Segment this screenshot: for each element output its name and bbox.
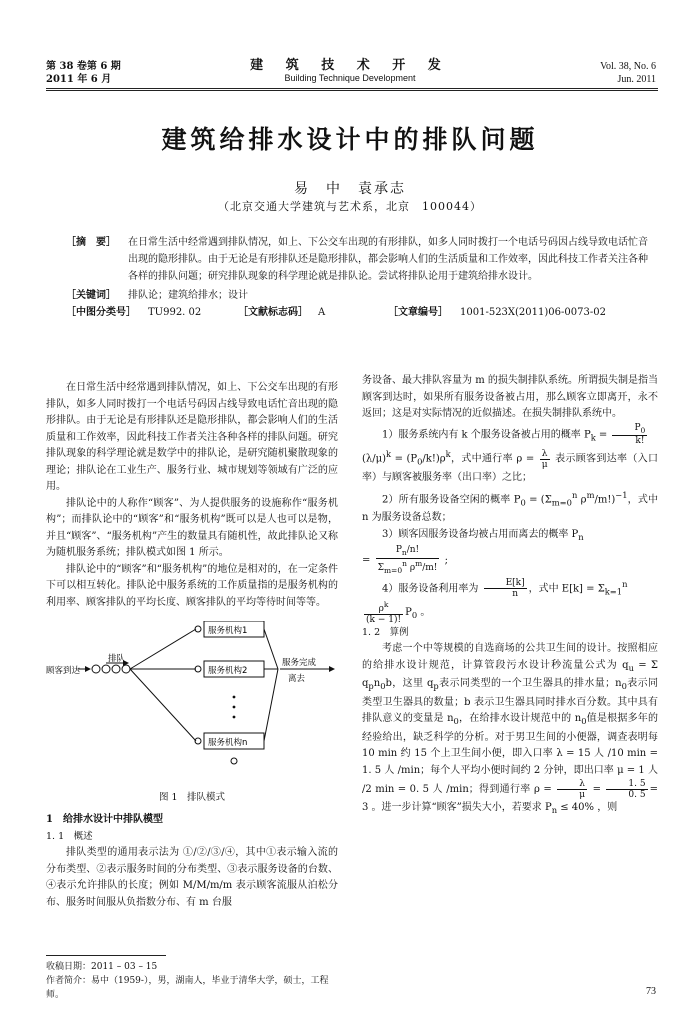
formula-1-frac: $\frac{P_0}{k!}$ [612,423,647,447]
date-zh: 2011 年 6 月 [46,74,112,85]
affiliation: （北京交通大学建筑与艺术系，北京 100044） [218,200,482,213]
formula-1c-text: 表示顾客到达率（入口率）与顾客被服务率（出口率）之比； [362,453,659,484]
server-label-2: 服务机构2 [208,666,248,676]
footnote-rule [46,955,166,956]
queue-diagram [46,621,338,781]
example-text-h: ≤ 40% ，则 [560,802,618,814]
fig-done-label: 服务完成 [282,658,317,668]
formula-2b-text: ，式中 n 为服务设备总数； [362,493,658,524]
ellipsis-dot-2 [233,706,236,709]
formula-4: 4）服务设备利用率为 $\frac{E[k]}{n}$ ，式中 $E[k] = \Sigma_{k=1}^n$ [382,578,628,600]
queue-customer-2 [102,665,110,673]
fig-queue-label: 排队 [108,654,126,664]
ellipsis-dot-1 [233,696,236,699]
formula-4-frac-2: $\frac{\rho^k}{(k - 1)!}$ [366,599,402,625]
doc-code-value: A [318,307,326,318]
queue-customer-3 [112,665,120,673]
page-number: 73 [646,986,656,997]
example-paragraph: 考虑一个中等规模的自选商场的公共卫生间的设计。按照相应的给排水设计规范，计算管段污水设计秒流量公式为 $q_u = \Sigma$ $q_pn_0b$，这里 $q_p$表示同类型的一个卫生器具的排水量；$n_0$表示同类型卫生器具的数量；b 表示卫生器具同时排水百分数。其中具有排队意义的变量是 $n_0$，在给排水设计规范中的 $n_0$值是根据多年的经验给出，缺乏科学的分析。对于男卫生间的小便器，调查表明每 10 min 约 15 个上卫生间小便，即入口率 λ = 15 人 /10 min = 1. 5 人 /min；每个人平均小便时间约 2 分钟，即出口率 μ = 1 人 /2 min = 0. 5 人 /min；得到通行率 ρ = $\frac{\lambda}{\mu}$ = $\frac{1. 5}{0. 5}$ = 3 。进一步计算“顾客”损失大小，若要求 $P_n \le 40\%$ ，则 [362,643,659,816]
footnote-block [46,955,338,1002]
queue-customer-4 [122,665,130,673]
formula-3-frac: $\frac{P_n/n!}{\Sigma_{m=0}^n \rho^m/m!}$ [377,545,438,576]
right-column [362,373,658,819]
formula-4-frac: $\frac{E[k]}{n}$ [484,578,527,599]
authors: 易 中 袁承志 [294,181,406,197]
server-label-n: 服务机构n [208,738,248,748]
example-frac-1: $\frac{\lambda}{\mu}$ [557,779,587,800]
formula-1-cont: $(\lambda/\mu)^k = (P_0/k!)\rho^k$，式中通行率 ρ = $\frac{\lambda}{\mu}$ 表示顾客到达率（入口率）与顾客被服务率（出口率）之比； [362,448,659,484]
example-frac-2: $\frac{1. 5}{0. 5}$ [606,779,647,800]
keywords-row [66,287,656,304]
abstract-label: ［摘 要］ [66,237,116,248]
fig-arrive-label: 顾客到达 [46,666,81,676]
intro-paragraph-2: 排队论中的人称作“顾客”、为人提供服务的设施称作“服务机构”；而排队论中的“顾客”和“服务机构”既可以是人也可以是物，并且“顾客”、“服务机构”产生的数量具有随机性，故此排队论又称为随机服务系统；排队模式如图 1 所示。 [46,497,338,558]
article-no-label: ［文章编号］ [388,307,448,318]
header-rule [46,88,658,89]
formula-3: 3）顾客因服务设备均被占用而离去的概率 $P_n$ [382,528,584,542]
formula-1: 1）服务系统内有 k 个服务设备被占用的概率 $P_k$ = $\frac{P_0}{k!}$ [382,422,646,447]
classification-row [66,304,656,321]
section-1-1-paragraph: 排队类型的通用表示法为 ①/②/③/④，其中①表示输入流的分布类型、②表示服务时间的分布类型、③表示服务设备的台数、④表示允许排队的长度；例如 M/M/m/m 表示顾客流服从泊松分布、服务时间服从负指数分布、有 m 台服 [46,847,338,908]
right-paragraph-1: 务设备、最大排队容量为 m 的损失制排队系统。所谓损失制是指当顾客到达时，如果所有服务设备被占用，那么顾客立即离开，永不返回；这是对实际情况的近似描述。在损失制排队系统中。 [362,375,658,419]
figure-caption: 图 1 排队模式 [158,791,226,803]
example-text-b: ，这里 q [391,678,434,690]
formula-1b-text: ，式中通行率 ρ = [450,453,535,465]
merge-line-n [264,669,278,741]
clc-value: TU992. 02 [148,307,202,318]
ellipsis-dot-3 [233,716,236,719]
date-en: Jun. 2011 [617,74,656,85]
clc-label: ［中图分类号］ [66,307,136,318]
formula-4-text: 4）服务设备利用率为 [382,583,479,595]
header-rule-2 [46,90,658,91]
example-text-c: 表示同类型的一个卫生器具的排水量；n [438,678,622,690]
volume-en: Vol. 38, No. 6 [600,61,656,72]
journal-name-zh: 建 筑 技 术 开 发 [250,58,450,73]
journal-name-en: Building Technique Development [284,73,416,83]
header-journal [240,58,460,84]
abstract-block [66,234,656,321]
header-volume [46,60,121,86]
example-text-e: ，在给排水设计规范中的 n [458,713,582,725]
example-text-g: = 3 。进一步计算“顾客”损失大小，若要求 P [362,784,658,814]
volume-zh: 第 38 卷第 6 期 [46,61,121,72]
section-1-2-heading: 1. 2 算例 [362,626,409,638]
keywords-label: ［关键词］ [66,290,116,301]
formula-3-text: 3）顾客因服务设备均被占用而离去的概率 P [382,528,579,540]
formula-4b-text: ，式中 E[k] = [528,583,595,595]
section-1-1-heading: 1. 1 概述 [46,830,93,842]
intro-paragraph-3: 排队论中的“顾客”和“服务机构”的地位是相对的，在一定条件下可以相互转化。排队论中服务系统的工作质量指的是服务机构的利用率、顾客排队的平均长度、顾客排队的平均等待时间等等。 [46,563,338,608]
fig-leave-label: 离去 [288,674,306,684]
section-1-heading: 1 给排水设计中排队模型 [46,814,163,825]
article-no-value: 1001-523X(2011)06-0073-02 [460,307,606,318]
keywords-text: 排队论；建筑给排水；设计 [128,290,248,301]
figure-1 [46,621,338,806]
formula-1-text: 1）服务系统内有 k 个服务设备被占用的概率 P [382,428,591,440]
queue-customer-1 [92,665,100,673]
author-bio: 作者简介：易中（1959-），男，湖南人，毕业于清华大学，硕士，工程师。 [46,976,329,1000]
formula-2: 2）所有服务设备空闲的概率 $P_0 = (\Sigma_{m=0}^n$ $\rho^m/m!)^{-1}$，式中 n 为服务设备总数； [362,489,658,524]
example-text-d: 表示同类型卫生器具的数量；b 表示卫生器具同时排水百分数。其中具有排队意义的变量是 n [362,678,658,725]
abstract-row [66,234,656,285]
bottom-node [231,758,237,764]
abstract-text: 在日常生活中经常遇到排队情况，如上、下公交车出现的有形排队，如多人同时拨打一个电话号码因占线导致电话忙音出现的隐形排队。由于无论是有形排队还是隐形排队，都会影响人们的生活质量和工作效率，因此科技工作者关注各种各样的排队问题；研究排队现象的科学理论就是排队论。尝试将排队论用于建筑给排水设计。 [128,237,648,282]
formula-2-text: 2）所有服务设备空闲的概率 P [382,493,521,505]
branch-line-1 [130,629,196,669]
left-column [46,380,338,911]
received-date: 收稿日期：2011 – 03 – 15 [46,962,158,972]
merge-line-1 [264,629,278,669]
formula-3-expr: = $\frac{P_n/n!}{\Sigma_{m=0}^n \rho^m/m!}$ ; [362,545,448,576]
intro-paragraph-1: 在日常生活中经常遇到排队情况，如上、下公交车出现的有形排队，如多人同时拨打一个电话号码因占线导致电话忙音出现的隐形排队。由于无论是有形排队还是隐形排队，都会影响人们的生活质量和工作效率，因此科技工作者关注各种各样的排队问题。研究排队现象的科学理论就是数学中的排队论，是研究随机聚散现象的理论；排队论在工业生产、服务行业、城市规划等领域有广泛的应用。 [46,382,338,492]
server-label-1: 服务机构1 [208,626,248,636]
header-volume-en [600,60,656,86]
formula-4-expr: $\frac{\rho^k}{(k - 1)!}$ $P_0$ 。 [366,599,431,625]
rho-frac: $\frac{\lambda}{\mu}$ [541,448,548,470]
example-text-a: 考虑一个中等规模的自选商场的公共卫生间的设计。按照相应的给排水设计规范，计算管段污水设计秒流量公式为 q [362,643,658,671]
paper-title: 建筑给排水设计中的排队问题 [161,125,539,154]
doc-code-label: ［文献标志码］ [238,307,308,318]
example-text-f: 值是根据多年的经验给出，缺乏科学的分析。对于男卫生间的小便器，调查表明每 10 min 约 15 个上卫生间小便，即入口率 λ = 15 人 /10 min = 1. 5 人 /min；每个人平均小便时间约 2 分钟，即出口率 μ = 1 人 /2 min = 0. 5 人 /min；得到通行率 ρ = [362,713,659,796]
branch-line-n [130,669,196,741]
